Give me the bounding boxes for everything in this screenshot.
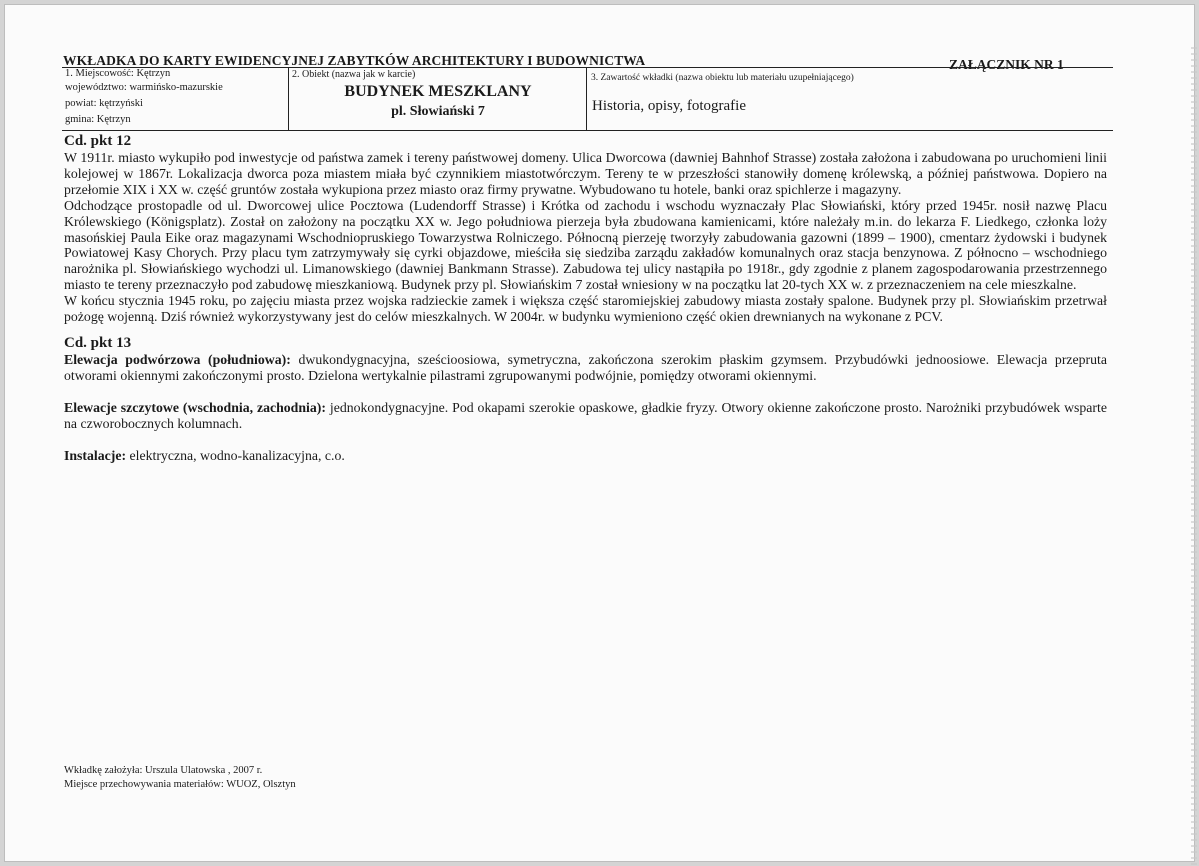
- history-paragraph: W 1911r. miasto wykupiło pod inwestycje od państwa zamek i tereny państwowej domeny. Ulica Dworcowa (dawniej Bahnhof Strasse) została założona i zabudowana po uruchomieni linii kolejowej w 1867r. Lokalizacja dworca poza miastem miała być czynnikiem miastotwórczym. Tereny te w przeszłości stanowiły domenę królewską, a później państwowa. Dopiero na przełomie XIX i XX w. część gruntów została wykupiona przez miasto oraz firmy prywatne. Wybudowano tu hotele, banki oraz spichlerze i magazyny.: [64, 150, 1107, 197]
- section-13-heading: Cd. pkt 13: [64, 334, 132, 351]
- record-sheet: [4, 4, 1195, 862]
- header-table: [62, 67, 1113, 131]
- section-12-heading: Cd. pkt 12: [64, 133, 132, 149]
- contents-cell: [586, 68, 1113, 130]
- object-cell: [288, 68, 586, 130]
- county-field: powiat: kętrzyński: [65, 98, 143, 109]
- description-paragraph: [64, 352, 1107, 384]
- description-label: Elewacja podwórzowa (południowa):: [64, 351, 291, 367]
- history-paragraph: W końcu stycznia 1945 roku, po zajęciu miasta przez wojska radzieckie zamek i większa część staromiejskiej zabudowy miasta zostały spalone. Budynek przy pl. Słowiańskim przetrwał pożogę wojenną. Dziś również wykorzystywany jest do celów mieszkalnych. W 2004r. w budynku wymieniono część okien drewnianych na wykonane z PCV.: [64, 293, 1107, 325]
- location-cell: [62, 68, 288, 130]
- annex-number: ZAŁĄCZNIK NR 1: [949, 57, 1064, 72]
- description-text: dwukondygnacyjna, sześcioosiowa, symetryczna, zakończona szerokim płaskim gzymsem. Przybudówki jednoosiowe. Elewacja przepruta otworami okiennymi zakończonymi prosto. Dzielona wertykalnie pilastrami zgrupowanymi podwójnie, pomiędzy otworami okiennymi.: [64, 351, 1108, 383]
- locality-label: 1. Miejscowość: Kętrzyn: [65, 68, 171, 79]
- footer: [64, 764, 296, 792]
- voivodeship-field: województwo: warmińsko-mazurskie: [65, 82, 223, 93]
- description-paragraph: [64, 400, 1107, 432]
- contents-label: 3. Zawartość wkładki (nazwa obiektu lub materiału uzupełniającego): [591, 73, 854, 83]
- description-text: elektryczna, wodno-kanalizacyjna, c.o.: [126, 447, 345, 463]
- object-label: 2. Obiekt (nazwa jak w karcie): [292, 69, 416, 80]
- history-paragraph: Odchodzące prostopadle od ul. Dworcowej ulice Pocztowa (Ludendorff Strasse) i Krótka od zachodu i wschodu wyznaczały Plac Słowiański, który przed 1945r. nosił nazwę Placu Królewskiego (Königsplatz). Został on założony na początku XX w. Jego południowa pierzeja była zbudowana kamienicami, które należały m.in. do lekarza F. Liedkego, członka loży masońskiej Paula Eike oraz magazynami Wschodniopruskiego Towarzystwa Rolniczego. Północną pierzeję tworzyły zabudowania gazowni (1899 – 1900), cmentarz żydowski i budynek Powiatowej Kasy Chorych. Przy placu tym zatrzymywały się cyrki objazdowe, mieściła się siedziba zarządu zakładów komunalnych oraz stacja benzynowa. Z północno – wschodniego narożnika pl. Słowiańskiego wychodzi ul. Limanowskiego (dawniej Bankmann Strasse). Zabudowa tej ulicy nastąpiła po 1918r., gdy zgodnie z planem zagospodarowania przestrzennego miasto te tereny przeznaczyło pod zabudowę mieszkaniową. Budynek przy pl. Słowiańskim 7 został wniesiony w na początku lat 20-tych XX w. z przeznaczeniem na cele mieszkalne.: [64, 197, 1107, 293]
- contents-value: Historia, opisy, fotografie: [592, 98, 746, 114]
- description-label: Elewacje szczytowe (wschodnia, zachodnia):: [64, 399, 326, 415]
- storage-line: Miejsce przechowywania materiałów: WUOZ, Olsztyn: [64, 779, 296, 790]
- object-address: pl. Słowiański 7: [391, 104, 485, 119]
- scan-edge-artifact: [1191, 45, 1197, 865]
- author-line: Wkładkę założyła: Urszula Ulatowska , 2007 r.: [64, 765, 263, 776]
- description-text: jednokondygnacyjne. Pod okapami szerokie opaskowe, gładkie fryzy. Otwory okienne zakończone prosto. Narożniki przybudówek wsparte na czworobocznych kolumnach.: [64, 399, 1107, 431]
- commune-field: gmina: Kętrzyn: [65, 114, 131, 125]
- document-body: [64, 132, 1107, 464]
- document-title: WKŁADKA DO KARTY EWIDENCYJNEJ ZABYTKÓW ARCHITEKTURY I BUDOWNICTWA: [63, 53, 646, 68]
- description-label: Instalacje:: [64, 447, 127, 463]
- object-name: BUDYNEK MESZKLANY: [344, 83, 532, 100]
- description-paragraph: [64, 448, 1107, 464]
